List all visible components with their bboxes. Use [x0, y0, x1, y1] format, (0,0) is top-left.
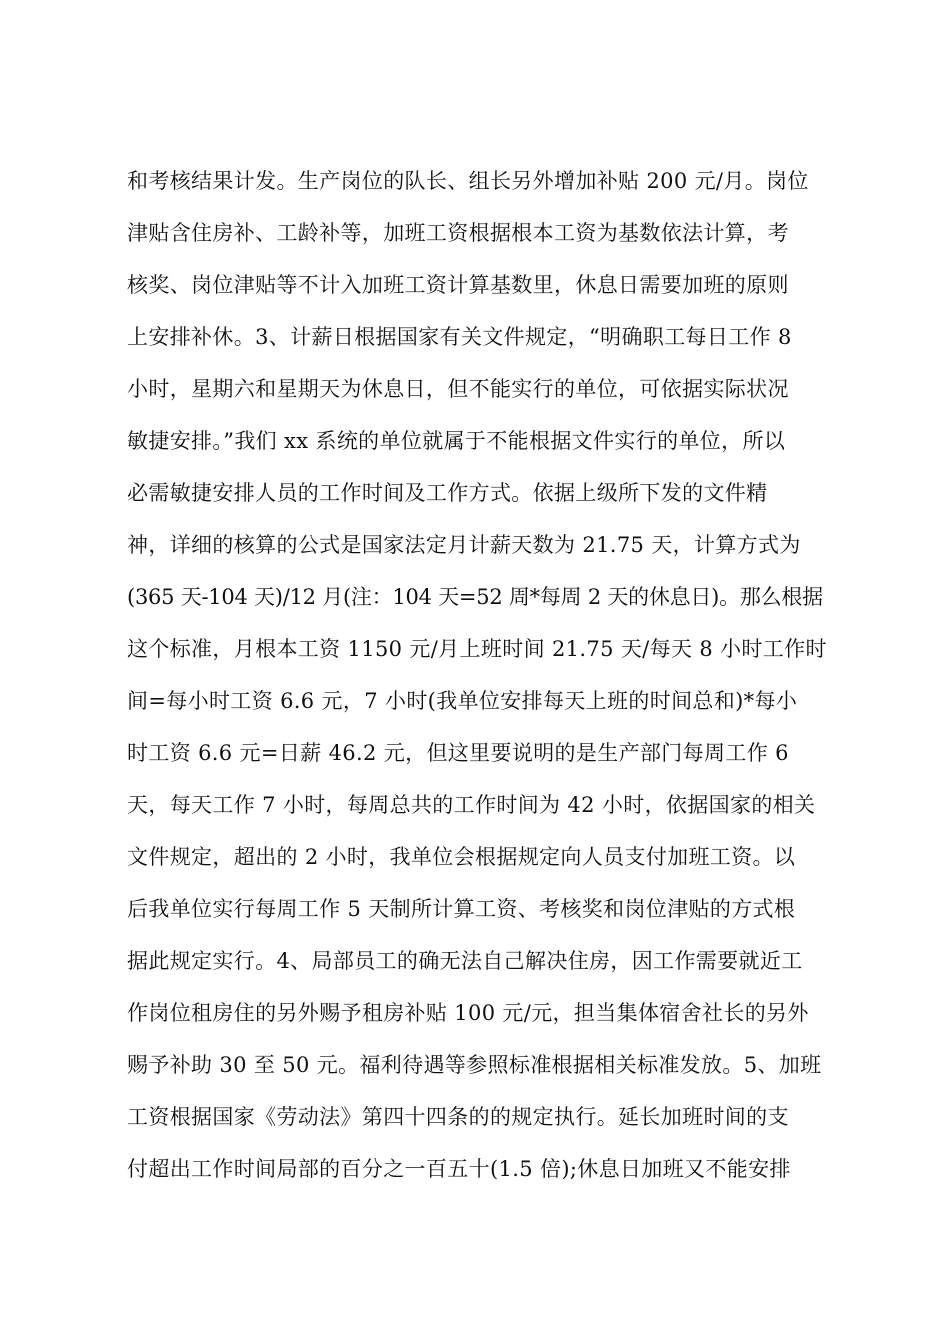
text-line: 文件规定，超出的 2 小时，我单位会根据规定向人员支付加班工资。以: [127, 845, 796, 869]
text-line: 上安排补休。3、计薪日根据国家有关文件规定，“明确职工每日工作 8: [127, 325, 792, 349]
text-line: 赐予补助 30 至 50 元。福利待遇等参照标准根据相关标准发放。5、加班: [127, 1053, 822, 1077]
text-line: 神，详细的核算的公式是国家法定月计薪天数为 21.75 天，计算方式为: [127, 533, 801, 557]
text-line: 敏捷安排。”我们 xx 系统的单位就属于不能根据文件实行的单位，所以: [127, 429, 786, 453]
text-line: 作岗位租房住的另外赐予租房补贴 100 元/元，担当集体宿舍社长的另外: [127, 1001, 809, 1025]
text-line: 必需敏捷安排人员的工作时间及工作方式。依据上级所下发的文件精: [127, 481, 768, 505]
text-line: 时工资 6.6 元=日薪 46.2 元，但这里要说明的是生产部门每周工作 6: [127, 741, 789, 765]
text-line: 核奖、岗位津贴等不计入加班工资计算基数里，休息日需要加班的原则: [127, 273, 789, 297]
text-line: 这个标准，月根本工资 1150 元/月上班时间 21.75 天/每天 8 小时工作时: [127, 637, 827, 661]
text-line: 天，每天工作 7 小时，每周总共的工作时间为 42 小时，依据国家的相关: [127, 793, 816, 817]
text-line: (365 天-104 天)/12 月(注：104 天=52 周*每周 2 天的休息日)。那么根据: [127, 585, 823, 609]
text-line: 间=每小时工资 6.6 元，7 小时(我单位安排每天上班的时间总和)*每小: [127, 689, 798, 713]
text-line: 津贴含住房补、工龄补等，加班工资根据根本工资为基数依法计算，考: [127, 221, 789, 245]
text-line: 和考核结果计发。生产岗位的队长、组长另外增加补贴 200 元/月。岗位: [127, 169, 809, 193]
text-line: 据此规定实行。4、局部员工的确无法自己解决住房，因工作需要就近工: [127, 949, 803, 973]
text-line: 小时，星期六和星期天为休息日，但不能实行的单位，可依据实际状况: [127, 377, 789, 401]
text-line: 付超出工作时间局部的百分之一百五十(1.5 倍);休息日加班又不能安排: [127, 1157, 791, 1181]
text-line: 工资根据国家《劳动法》第四十四条的的规定执行。延长加班时间的支: [127, 1105, 789, 1129]
text-line: 后我单位实行每周工作 5 天制所计算工资、考核奖和岗位津贴的方式根: [127, 897, 796, 921]
body-text: [127, 155, 827, 1195]
